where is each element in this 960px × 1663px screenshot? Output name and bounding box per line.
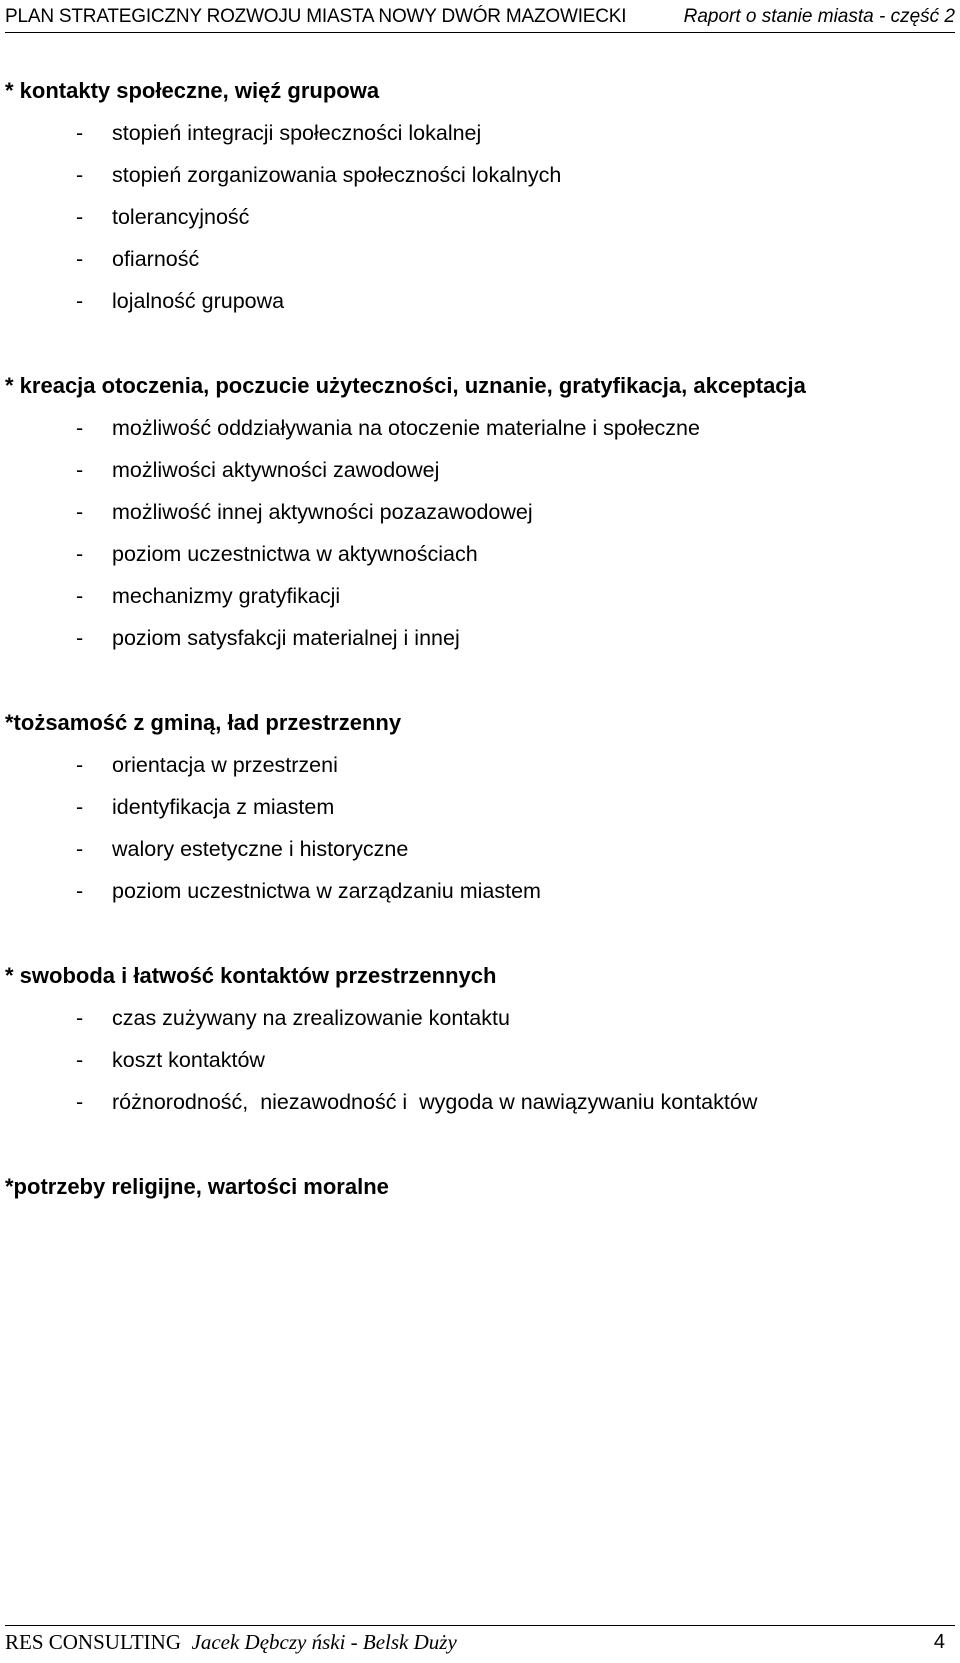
bullet-dash: - (76, 458, 84, 482)
section-gap (5, 659, 950, 702)
list-item (5, 870, 950, 912)
list-item (5, 238, 950, 280)
section-title-environment-creation: * kreacja otoczenia, poczucie użyteczności, uznanie, gratyfikacja, akceptacja (5, 373, 806, 398)
header-document-title: PLAN STRATEGICZNY ROZWOJU MIASTA NOWY DWÓR MAZOWIECKI (5, 6, 627, 27)
footer-credits (5, 1630, 457, 1655)
list-item-text: poziom satysfakcji materialnej i innej (112, 626, 460, 650)
list-item (5, 828, 950, 870)
section-title-social-contacts: * kontakty społeczne, więź grupowa (5, 78, 380, 103)
list-item-text: czas zużywany na zrealizowanie kontaktu (112, 1006, 510, 1030)
list-item (5, 744, 950, 786)
page-header (5, 4, 955, 33)
section-gap (5, 322, 950, 365)
section-gap (5, 912, 950, 955)
list-item (5, 112, 950, 154)
list-item-text: stopień zorganizowania społeczności lokalnych (112, 163, 562, 187)
list-item (5, 1081, 950, 1123)
bullet-dash: - (76, 753, 84, 777)
section-title-spatial-contacts: * swoboda i łatwość kontaktów przestrzennych (5, 963, 497, 988)
list-item-text: koszt kontaktów (112, 1048, 265, 1072)
bullet-dash: - (76, 1090, 84, 1114)
list-item-text: różnorodność, niezawodność i wygoda w nawiązywaniu kontaktów (112, 1090, 758, 1114)
page-number: 4 (933, 1630, 945, 1653)
bullet-dash: - (76, 289, 84, 313)
list-item (5, 997, 950, 1039)
bullet-dash: - (76, 1048, 84, 1072)
bullet-dash: - (76, 542, 84, 566)
bullet-dash: - (76, 121, 84, 145)
list-item-text: walory estetyczne i historyczne (112, 837, 409, 861)
document-body (5, 70, 950, 1208)
list-item (5, 491, 950, 533)
list-item-text: możliwość innej aktywności pozazawodowej (112, 500, 533, 524)
bullet-dash: - (76, 837, 84, 861)
list-item (5, 154, 950, 196)
list-item (5, 1039, 950, 1081)
bullet-dash: - (76, 416, 84, 440)
list-item-text: mechanizmy gratyfikacji (112, 584, 341, 608)
bullet-dash: - (76, 626, 84, 650)
header-report-part: Raport o stanie miasta - część 2 (683, 6, 955, 27)
list-item-text: możliwość oddziaływania na otoczenie materialne i społeczne (112, 416, 700, 440)
list-item (5, 617, 950, 659)
bullet-dash: - (76, 247, 84, 271)
list-item-text: lojalność grupowa (112, 289, 285, 313)
footer-company: RES CONSULTING (5, 1629, 181, 1654)
bullet-dash: - (76, 879, 84, 903)
section-title-identity: *tożsamość z gminą, ład przestrzenny (5, 710, 402, 735)
list-item-text: orientacja w przestrzeni (112, 753, 338, 777)
bullet-dash: - (76, 795, 84, 819)
section-gap (5, 1123, 950, 1166)
list-item (5, 280, 950, 322)
list-item-text: możliwości aktywności zawodowej (112, 458, 440, 482)
bullet-dash: - (76, 163, 84, 187)
list-item (5, 786, 950, 828)
section-title-religious-needs: *potrzeby religijne, wartości moralne (5, 1174, 389, 1199)
footer-authors: Jacek Dębczy ński - Belsk Duży (191, 1629, 457, 1654)
page-footer (5, 1625, 955, 1658)
list-item-text: stopień integracji społeczności lokalnej (112, 121, 482, 145)
list-item (5, 196, 950, 238)
bullet-dash: - (76, 205, 84, 229)
list-item (5, 407, 950, 449)
list-item-text: poziom uczestnictwa w aktywnościach (112, 542, 478, 566)
list-item (5, 449, 950, 491)
list-item-text: poziom uczestnictwa w zarządzaniu miastem (112, 879, 541, 903)
bullet-dash: - (76, 1006, 84, 1030)
list-item-text: identyfikacja z miastem (112, 795, 335, 819)
list-item-text: ofiarność (112, 247, 200, 271)
list-item-text: tolerancyjność (112, 205, 250, 229)
bullet-dash: - (76, 500, 84, 524)
list-item (5, 533, 950, 575)
bullet-dash: - (76, 584, 84, 608)
list-item (5, 575, 950, 617)
